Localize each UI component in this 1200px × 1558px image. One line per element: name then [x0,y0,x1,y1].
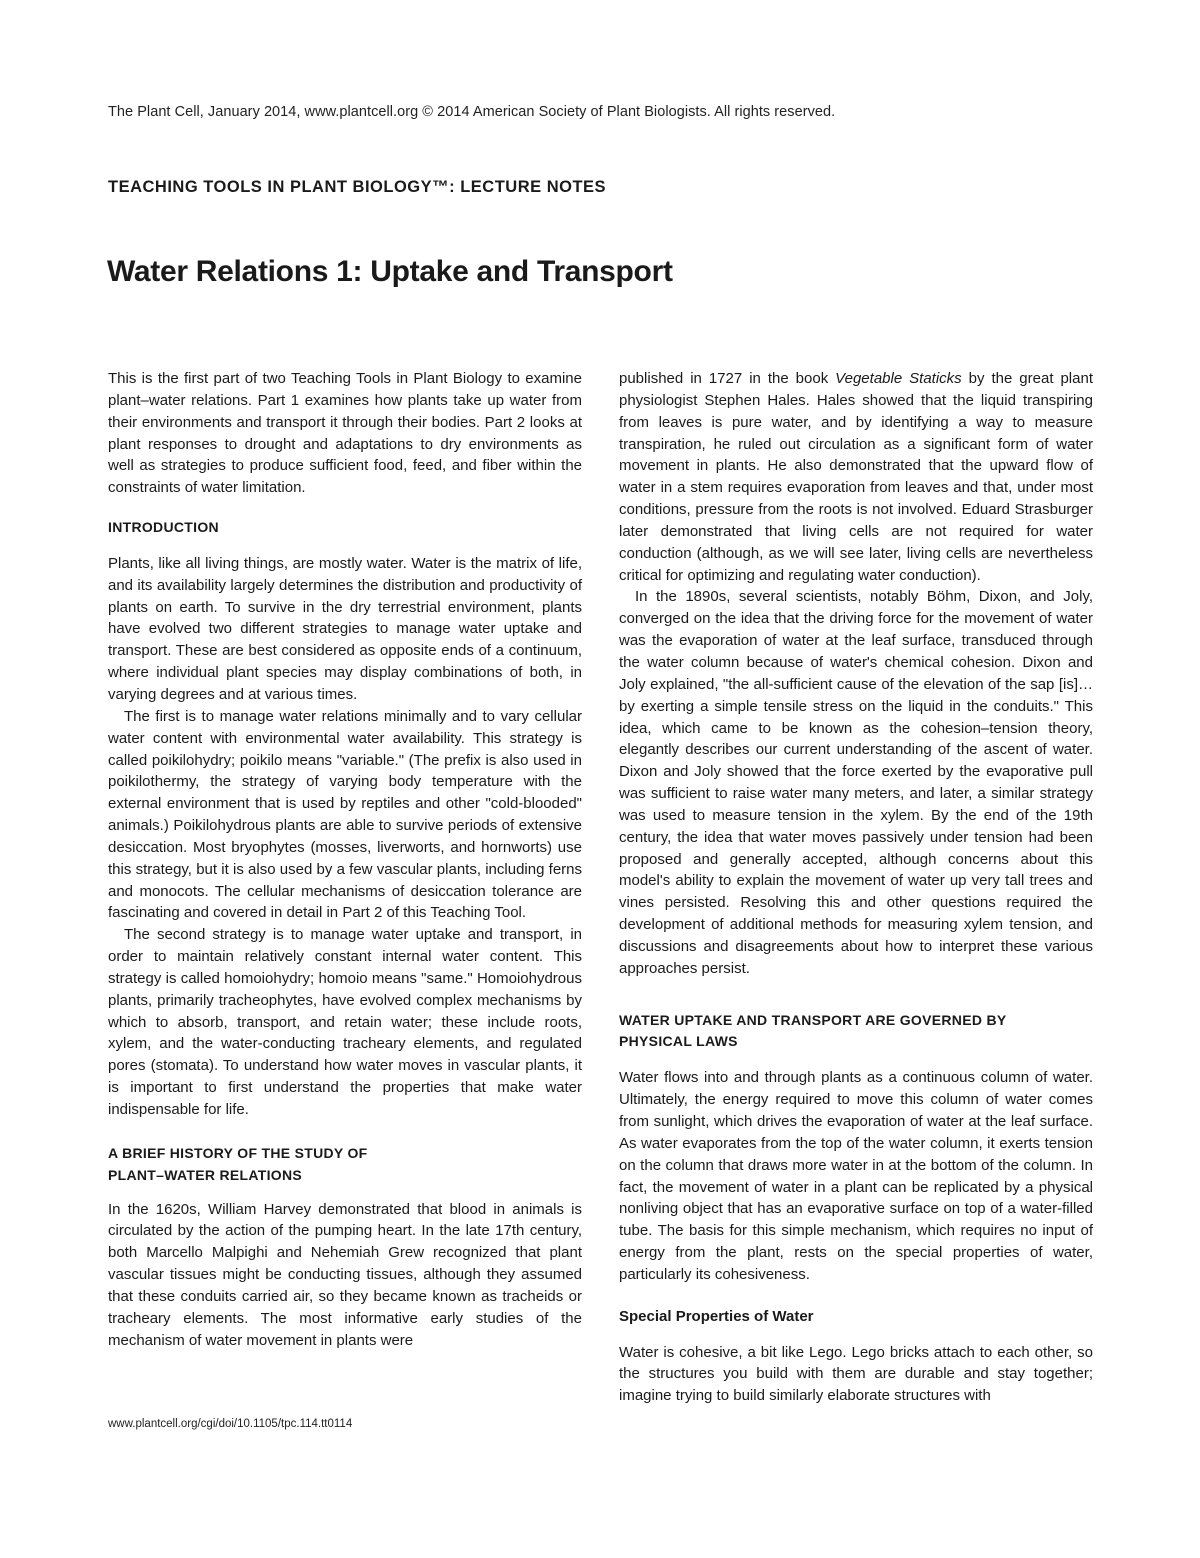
introduction-paragraph-2: The first is to manage water relations minimally and to vary cellular water content with environmental water availability. This strategy is called poikilohydry; poikilo means "variable." (The prefix is also used in poikilothermy, the strategy of varying body temperature with the external environment that is used by reptiles and other "cold-blooded" animals.) Poikilohydrous plants are able to survive periods of extensive desiccation. Most bryophytes (mosses, liverworts, and hornworts) use this strategy, but it is also used by a few vascular plants, including ferns and monocots. The cellular mechanisms of desiccation tolerance are fascinating and covered in detail in Part 2 of this Teaching Tool. [108,707,582,922]
right-column [619,368,1093,1407]
series-label: TEACHING TOOLS IN PLANT BIOLOGY™: LECTURE NOTES [108,178,607,196]
history-paragraph-1: In the 1620s, William Harvey demonstrated that blood in animals is circulated by the action of the pumping heart. In the late 17th century, both Marcello Malpighi and Nehemiah Grew recognized that plant vascular tissues might be conducting tissues, although they assumed that these conduits carried air, so they became known as tracheids or tracheary elements. The most informative early studies of the mechanism of water movement in plants were [108,1200,582,1349]
introduction-paragraph-3: The second strategy is to manage water uptake and transport, in order to maintain relatively constant internal water content. This strategy is called homoiohydry; homoio means "same." Homoiohydrous plants, primarily tracheophytes, have evolved complex mechanisms by which to absorb, transport, and retain water; these include roots, xylem, and the water-conducting tracheary elements, and regulated pores (stomata). To understand how water moves in vascular plants, it is important to first understand the properties that make water indispensable for life. [108,926,582,1118]
history-text-b: by the great plant physiologist Stephen Hales. Hales showed that the liquid transpiring from leaves is pure water, and by identifying a way to measure transpiration, he ruled out circulation as a significant form of water movement in plants. He also demonstrated that the upward flow of water in a stem requires evaporation from leaves and that, under most conditions, pressure from the roots is not involved. Eduard Strasburger later demonstrated that living cells are not required for water conduction (although, as we will see later, living cells are nevertheless critical for optimizing and regulating water conduction). [619,370,1093,584]
history-heading-line-1: A BRIEF HISTORY OF THE STUDY OF [108,1144,368,1161]
left-column [108,368,582,1351]
special-properties-paragraph-1: Water is cohesive, a bit like Lego. Lego bricks attach to each other, so the structures you build with them are durable and stay together; imagine trying to build similarly elaborate structures with [619,1343,1093,1405]
history-heading-line-2: PLANT–WATER RELATIONS [108,1166,303,1183]
introduction-paragraph-1: Plants, like all living things, are mostly water. Water is the matrix of life, and its availability largely determines the distribution and productivity of plants on earth. To survive in the dry terrestrial environment, plants have evolved two different strategies to manage water uptake and transport. These are best considered as opposite ends of a continuum, where individual plant species may display combinations of both, in varying degrees and at various times. [108,554,582,703]
intro-paragraph: This is the first part of two Teaching Tools in Plant Biology to examine plant–water relations. Part 1 examines how plants take up water from their environments and transport it through their bodies. Part 2 looks at plant responses to drought and adaptations to dry environments as well as strategies to produce sufficient food, feed, and fiber within the constraints of water limitation. [108,370,582,497]
history-text-a: published in 1727 in the book [619,370,836,387]
physics-heading-line-2: PHYSICAL LAWS [619,1033,738,1050]
physics-paragraph-1: Water flows into and through plants as a continuous column of water. Ultimately, the energy required to move this column of water comes from sunlight, which drives the evaporation of water at the leaf surface. As water evaporates from the top of the water column, it exerts tension on the column that draws more water in at the bottom of the column. In fact, the movement of water in a plant can be replicated by a physical nonliving object that has an evaporative surface on top of a water-filled tube. The basis for this simple mechanism, which requires no input of energy from the plant, rests on the special properties of water, particularly its cohesiveness. [619,1069,1093,1283]
journal-header: The Plant Cell, January 2014, www.plantcell.org © 2014 American Society of Plant Biologists. All rights reserved. [108,104,836,120]
history-paragraph-1-continued [619,368,1093,586]
book-title: Vegetable Staticks [835,370,962,387]
history-paragraph-2: In the 1890s, several scientists, notably Böhm, Dixon, and Joly, converged on the idea that the driving force for the movement of water was the evaporation of water at the leaf surface, transduced through the water column because of water's chemical cohesion. Dixon and Joly explained, "the all-sufficient cause of the elevation of the sap [is]…by exerting a simple tensile stress on the liquid in the conduits." This idea, which came to be known as the cohesion–tension theory, elegantly describes our current understanding of the ascent of water. Dixon and Joly showed that the force exerted by the evaporative pull was sufficient to raise water many meters, and later, a similar strategy was used to measure tension in the xylem. By the end of the 19th century, the idea that water moves passively under tension had been proposed and generally accepted, although concerns about this model's ability to explain the movement of water up very tall trees and vines persisted. Resolving this and other questions required the development of additional methods for measuring xylem tension, and discussions and disagreements about how to interpret these various approaches persist. [619,588,1093,977]
article-title: Water Relations 1: Uptake and Transport [107,255,673,288]
introduction-heading: INTRODUCTION [108,519,219,536]
special-properties-heading: Special Properties of Water [619,1307,814,1325]
physics-heading-line-1: WATER UPTAKE AND TRANSPORT ARE GOVERNED BY [619,1011,1007,1028]
doi-footer: www.plantcell.org/cgi/doi/10.1105/tpc.114.tt0114 [108,1418,353,1430]
